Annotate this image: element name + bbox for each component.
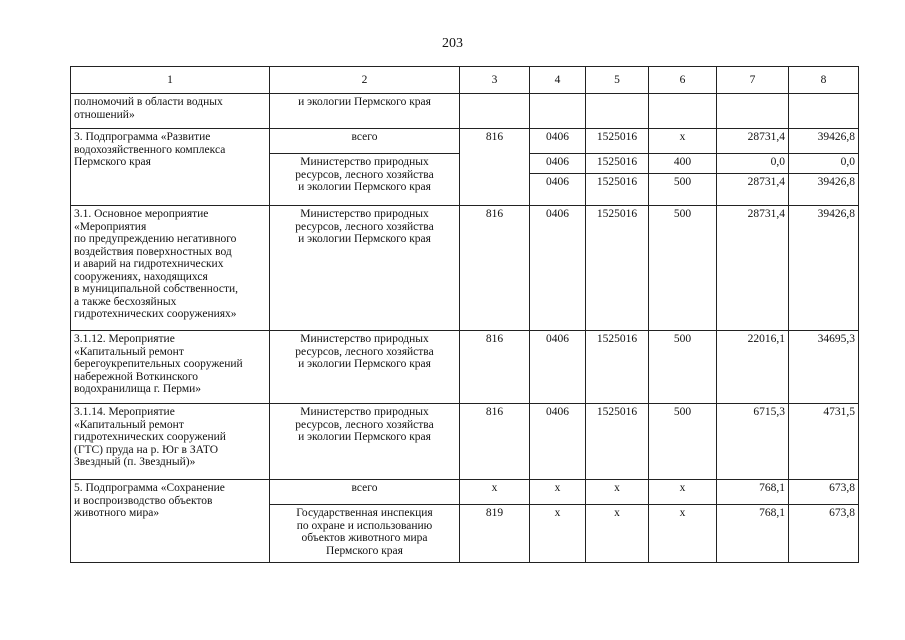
table-row [71,404,859,480]
csr-cell: 1525016 [586,129,649,154]
program-name-cell: 3.1.14. Мероприятие «Капитальный ремонт гидротехнических сооружений (ГТС) пруда на р. Юг в ЗАТО Звездный (п. Звездный)» [71,404,270,480]
empty-cell [530,94,586,129]
grbs-cell: 816 [460,404,530,480]
rz-cell: 0406 [530,331,586,404]
amount-cell-year2: 673,8 [789,480,859,505]
vr-cell: 500 [649,404,717,480]
amount-cell-year2: 39426,8 [789,129,859,154]
vr-cell: 500 [649,206,717,331]
rz-cell: 0406 [530,404,586,480]
table-row [71,480,859,505]
vr-cell: 400 [649,154,717,174]
executor-cell: и экологии Пермского края [270,94,460,129]
header-cell: 1 [71,67,270,94]
amount-cell-year1: 22016,1 [717,331,789,404]
csr-cell: х [586,505,649,563]
executor-cell: Государственная инспекция по охране и использованию объектов животного мира Пермского края [270,505,460,563]
header-cell: 3 [460,67,530,94]
csr-cell: 1525016 [586,206,649,331]
rz-cell: 0406 [530,154,586,174]
csr-cell: 1525016 [586,331,649,404]
amount-cell-year1: 28731,4 [717,129,789,154]
grbs-cell: 819 [460,505,530,563]
total-label-cell: всего [270,129,460,154]
amount-cell-year2: 39426,8 [789,174,859,206]
csr-cell: 1525016 [586,174,649,206]
header-cell: 8 [789,67,859,94]
grbs-cell: 816 [460,206,530,331]
amount-cell-year1: 768,1 [717,505,789,563]
program-name-cell: полномочий в области водных отношений» [71,94,270,129]
rz-cell: 0406 [530,174,586,206]
empty-cell [717,94,789,129]
table-row [71,94,859,129]
amount-cell-year1: 6715,3 [717,404,789,480]
page-number: 203 [442,36,463,51]
budget-table [70,66,859,563]
amount-cell-year1: 0,0 [717,154,789,174]
header-cell: 5 [586,67,649,94]
amount-cell-year1: 28731,4 [717,206,789,331]
grbs-cell: 816 [460,129,530,206]
header-cell: 4 [530,67,586,94]
amount-cell-year2: 34695,3 [789,331,859,404]
amount-cell-year2: 4731,5 [789,404,859,480]
empty-cell [789,94,859,129]
program-name-cell: 3.1.12. Мероприятие «Капитальный ремонт берегоукрепительных сооружений набережной Воткинского водохранилища г. Перми» [71,331,270,404]
amount-cell-year2: 0,0 [789,154,859,174]
vr-cell: х [649,505,717,563]
program-name-cell: 3.1. Основное мероприятие «Мероприятия по предупреждению негативного воздействия поверхностных вод и аварий на гидротехнических сооружениях, находящихся в муниципальной собственности, а также бесхозяйных гидротехнических сооружениях» [71,206,270,331]
csr-cell: х [586,480,649,505]
rz-cell: х [530,505,586,563]
executor-cell: Министерство природных ресурсов, лесного хозяйства и экологии Пермского края [270,206,460,331]
header-cell: 2 [270,67,460,94]
header-cell: 7 [717,67,789,94]
executor-cell: Министерство природных ресурсов, лесного хозяйства и экологии Пермского края [270,404,460,480]
vr-cell: 500 [649,174,717,206]
csr-cell: 1525016 [586,404,649,480]
rz-cell: х [530,480,586,505]
amount-cell-year1: 768,1 [717,480,789,505]
rz-cell: 0406 [530,206,586,331]
table-row [71,206,859,331]
executor-cell: Министерство природных ресурсов, лесного хозяйства и экологии Пермского края [270,331,460,404]
amount-cell-year2: 673,8 [789,505,859,563]
rz-cell: 0406 [530,129,586,154]
table-header-row [71,67,859,94]
vr-cell: 500 [649,331,717,404]
program-name-cell: 5. Подпрограмма «Сохранение и воспроизводство объектов животного мира» [71,480,270,563]
csr-cell: 1525016 [586,154,649,174]
table-row [71,331,859,404]
vr-cell: х [649,129,717,154]
amount-cell-year1: 28731,4 [717,174,789,206]
header-cell: 6 [649,67,717,94]
grbs-cell: 816 [460,331,530,404]
table-row [71,129,859,154]
program-name-cell: 3. Подпрограмма «Развитие водохозяйственного комплекса Пермского края [71,129,270,206]
empty-cell [460,94,530,129]
executor-cell: Министерство природных ресурсов, лесного хозяйства и экологии Пермского края [270,154,460,206]
total-label-cell: всего [270,480,460,505]
grbs-cell: х [460,480,530,505]
empty-cell [649,94,717,129]
empty-cell [586,94,649,129]
vr-cell: х [649,480,717,505]
amount-cell-year2: 39426,8 [789,206,859,331]
